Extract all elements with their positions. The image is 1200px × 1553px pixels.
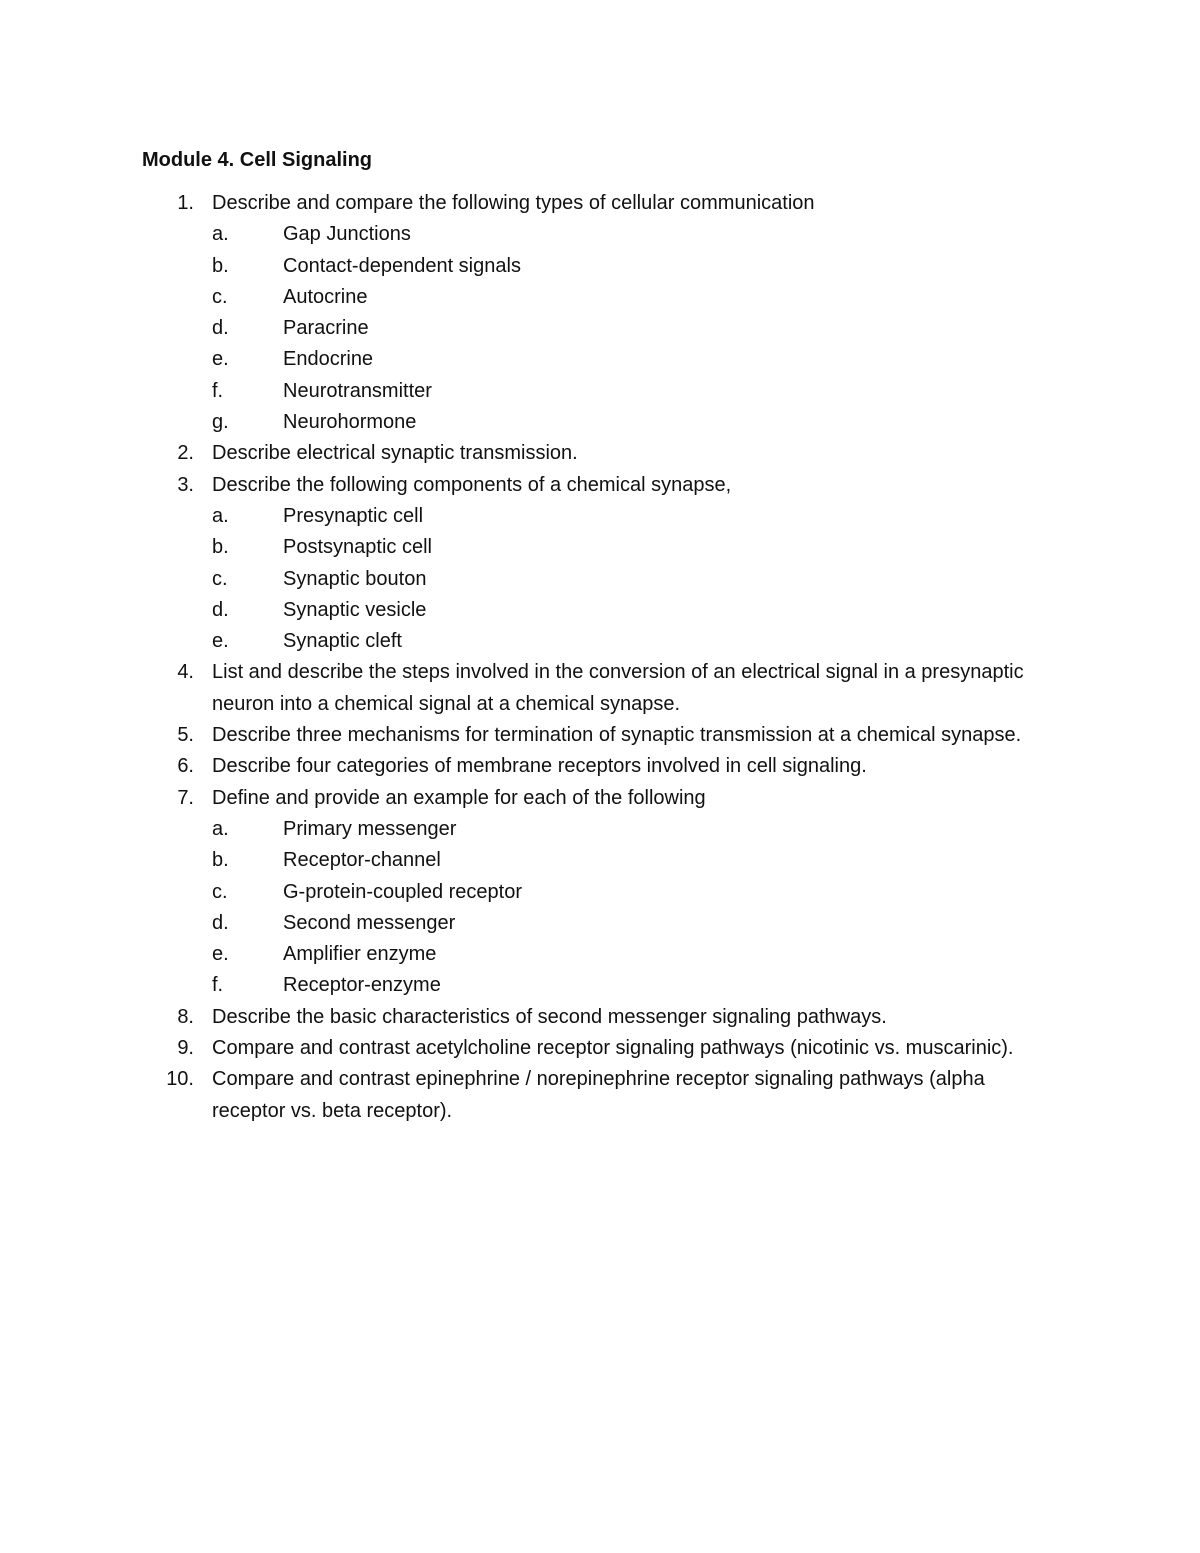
item-number: 10. (166, 1068, 194, 1091)
list-item (0, 751, 1200, 782)
sub-item-text: Neurohormone (283, 411, 417, 434)
sub-item-letter: a. (212, 504, 229, 527)
sub-list-item (0, 970, 1200, 1001)
list-item (0, 1064, 1200, 1127)
sub-list (0, 814, 1200, 1002)
sub-item-text: Contact-dependent signals (283, 254, 521, 277)
list-item (0, 470, 1200, 658)
sub-list-item (0, 344, 1200, 375)
sub-item-text: Receptor-enzyme (283, 974, 441, 997)
sub-item-text: Second messenger (283, 911, 456, 934)
sub-item-text: Endocrine (283, 348, 374, 371)
item-number: 1. (177, 192, 194, 214)
sub-item-letter: e. (212, 630, 229, 653)
item-number: 3. (177, 473, 194, 496)
sub-list-item (0, 501, 1200, 532)
sub-item-letter: b. (212, 536, 229, 559)
sub-item-letter: d. (212, 911, 229, 934)
list-item (0, 783, 1200, 1002)
item-number: 7. (177, 786, 194, 809)
sub-item-text: Synaptic vesicle (283, 598, 427, 621)
sub-list-item (0, 407, 1200, 438)
sub-list (0, 501, 1200, 657)
sub-item-letter: d. (212, 598, 229, 621)
sub-item-letter: f. (212, 974, 224, 997)
list-item (0, 438, 1200, 469)
sub-item-text: Paracrine (283, 317, 369, 340)
sub-item-text: Synaptic bouton (283, 567, 427, 590)
sub-item-letter: a. (212, 223, 229, 246)
list-item (0, 1033, 1200, 1064)
sub-list-item (0, 939, 1200, 970)
item-text: Describe the basic characteristics of second messenger signaling pathways. (212, 1005, 887, 1028)
sub-item-letter: c. (212, 285, 228, 308)
item-text: Describe electrical synaptic transmission. (212, 442, 578, 465)
sub-list-item (0, 376, 1200, 407)
sub-list-item (0, 282, 1200, 313)
list-item (0, 1002, 1200, 1033)
sub-item-letter: e. (212, 348, 229, 371)
item-text: List and describe the steps involved in the conversion of an electrical signal in a presynaptic neuron into a chemical signal at a chemical synapse. (212, 661, 1024, 715)
question-list (0, 188, 1200, 1127)
sub-item-letter: a. (212, 817, 229, 840)
page-title: Module 4. Cell Signaling (142, 149, 373, 171)
item-number: 2. (177, 442, 194, 465)
sub-item-letter: g. (212, 411, 229, 434)
sub-item-text: Receptor-channel (283, 849, 441, 872)
sub-list (0, 219, 1200, 438)
sub-item-letter: c. (212, 880, 228, 903)
sub-item-text: Presynaptic cell (283, 504, 424, 527)
sub-item-text: Postsynaptic cell (283, 536, 432, 559)
sub-item-letter: d. (212, 317, 229, 340)
list-item (0, 188, 1200, 438)
sub-item-letter: c. (212, 567, 228, 590)
item-text: Describe three mechanisms for termination of synaptic transmission at a chemical synapse. (212, 724, 1022, 747)
sub-item-text: G-protein-coupled receptor (283, 880, 523, 903)
sub-item-text: Amplifier enzyme (283, 943, 437, 966)
sub-item-text: Neurotransmitter (283, 379, 432, 402)
item-text: Describe and compare the following types of cellular communication (212, 192, 815, 214)
list-item (0, 720, 1200, 751)
sub-item-text: Gap Junctions (283, 223, 411, 246)
sub-list-item (0, 564, 1200, 595)
item-text: Compare and contrast epinephrine / norepinephrine receptor signaling pathways (alpha receptor vs. beta receptor). (212, 1068, 985, 1122)
sub-item-letter: b. (212, 849, 229, 872)
sub-list-item (0, 626, 1200, 657)
sub-item-letter: f. (212, 379, 224, 402)
item-text: Describe the following components of a chemical synapse, (212, 473, 732, 496)
sub-list-item (0, 814, 1200, 845)
sub-item-text: Autocrine (283, 285, 368, 308)
sub-item-letter: b. (212, 254, 229, 277)
sub-list-item (0, 908, 1200, 939)
item-number: 4. (177, 661, 194, 684)
sub-list-item (0, 845, 1200, 876)
item-number: 5. (177, 724, 194, 747)
sub-item-letter: e. (212, 943, 229, 966)
item-number: 9. (177, 1037, 194, 1060)
sub-list-item (0, 532, 1200, 563)
sub-list-item (0, 251, 1200, 282)
sub-item-text: Primary messenger (283, 817, 457, 840)
sub-item-text: Synaptic cleft (283, 630, 402, 653)
item-text: Describe four categories of membrane receptors involved in cell signaling. (212, 755, 867, 778)
sub-list-item (0, 877, 1200, 908)
item-text: Compare and contrast acetylcholine receptor signaling pathways (nicotinic vs. muscarinic). (212, 1037, 1014, 1060)
sub-list-item (0, 219, 1200, 250)
item-number: 8. (177, 1005, 194, 1028)
list-item (0, 657, 1200, 720)
sub-list-item (0, 313, 1200, 344)
sub-list-item (0, 595, 1200, 626)
item-text: Define and provide an example for each of the following (212, 786, 706, 809)
item-number: 6. (177, 755, 194, 778)
